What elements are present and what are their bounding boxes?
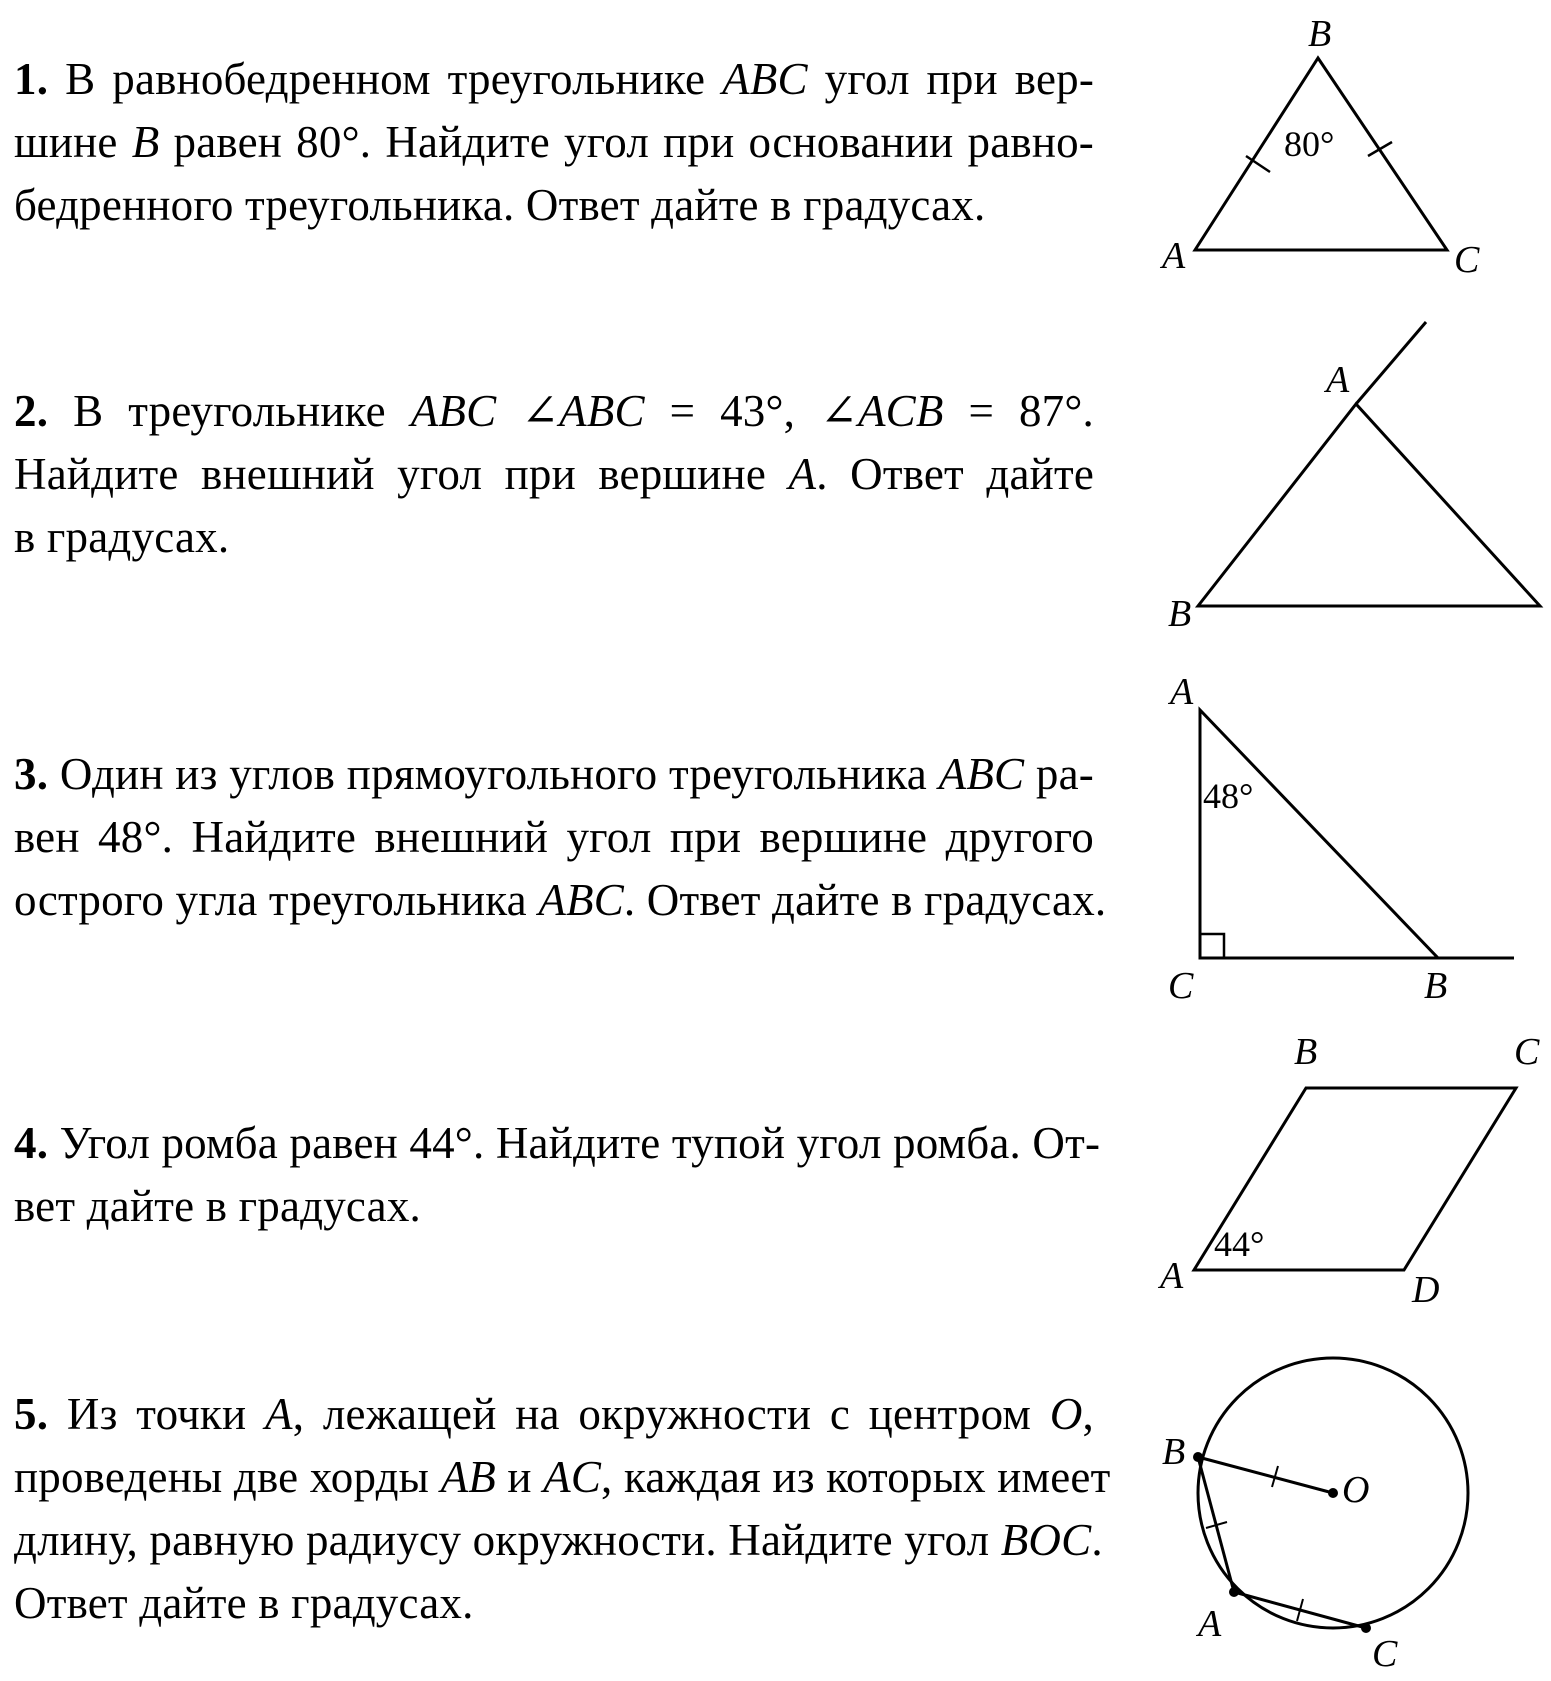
problem-5-line-2: проведены две хорды AB и AC, каждая из которых имеет bbox=[14, 1452, 1111, 1502]
label-c: C bbox=[1168, 965, 1194, 1007]
point-b bbox=[1193, 1452, 1203, 1462]
problem-2-number: 2. bbox=[14, 386, 49, 436]
label-b: B bbox=[1424, 965, 1448, 1007]
problem-5-line-1: 5. Из точки A, лежащей на окружности с центром O, bbox=[14, 1389, 1094, 1439]
triangle-abc bbox=[1200, 710, 1438, 958]
label-b: B bbox=[1294, 1031, 1318, 1073]
figure-3-right-triangle bbox=[1150, 671, 1530, 1010]
figure-1-isosceles-triangle bbox=[1150, 10, 1510, 290]
problem-4-line-1: 4. Угол ромба равен 44°. Найдите тупой угол ромба. От- bbox=[14, 1118, 1101, 1168]
label-a: A bbox=[1170, 671, 1194, 713]
triangle-abc bbox=[1198, 404, 1540, 606]
label-o: O bbox=[1342, 1469, 1370, 1511]
label-b: B bbox=[1308, 13, 1332, 55]
label-a: A bbox=[1160, 1255, 1184, 1297]
problem-3 bbox=[14, 743, 1107, 932]
problem-4 bbox=[14, 1112, 1101, 1238]
problem-1-line-2: шине B равен 80°. Найдите угол при основании равно- bbox=[14, 117, 1094, 167]
label-b: B bbox=[1168, 593, 1192, 635]
right-angle-marker bbox=[1200, 934, 1224, 958]
label-c: C bbox=[1372, 1633, 1398, 1675]
problem-2-line-1: 2. В треугольнике ABC ∠ABC = 43°, ∠ACB = 87°. bbox=[14, 386, 1094, 436]
label-b: B bbox=[1162, 1431, 1186, 1473]
problem-5-line-4: Ответ дайте в градусах. bbox=[14, 1578, 474, 1628]
problem-1-line-1: 1. В равнобедренном треугольнике ABC угол при вер- bbox=[14, 54, 1094, 104]
point-c bbox=[1361, 1623, 1371, 1633]
problem-5-line-3: длину, равную радиусу окружности. Найдите угол BOC. bbox=[14, 1515, 1103, 1565]
radius-bo bbox=[1198, 1457, 1333, 1493]
point-o bbox=[1328, 1488, 1338, 1498]
problem-4-number: 4. bbox=[14, 1118, 49, 1168]
angle-label-48: 48° bbox=[1203, 776, 1254, 816]
figure-5-circle-chords bbox=[1150, 1340, 1530, 1675]
problem-3-line-2: вен 48°. Найдите внешний угол при вершине другого bbox=[14, 812, 1094, 862]
label-c: C bbox=[1514, 1031, 1540, 1073]
label-a: A bbox=[1162, 235, 1186, 277]
figure-4-rhombus bbox=[1150, 1030, 1550, 1310]
angle-label-44: 44° bbox=[1214, 1224, 1265, 1264]
problem-5-number: 5. bbox=[14, 1389, 49, 1439]
extension-ray bbox=[1356, 322, 1426, 404]
angle-label-80: 80° bbox=[1284, 124, 1335, 164]
problem-3-line-1: 3. Один из углов прямоугольного треугольника ABC ра- bbox=[14, 749, 1094, 799]
problem-2 bbox=[14, 380, 1094, 569]
problem-3-number: 3. bbox=[14, 749, 49, 799]
point-a bbox=[1229, 1587, 1239, 1597]
label-d: D bbox=[1412, 1269, 1440, 1311]
problem-1-line-3: бедренного треугольника. Ответ дайте в градусах. bbox=[14, 180, 986, 230]
label-a: A bbox=[1326, 359, 1350, 401]
problem-5 bbox=[14, 1383, 1111, 1635]
problem-3-line-3: острого угла треугольника ABC. Ответ дайте в градусах. bbox=[14, 875, 1107, 925]
problem-1 bbox=[14, 48, 1094, 237]
figure-2-exterior-angle-triangle bbox=[1150, 310, 1545, 635]
label-c: C bbox=[1454, 239, 1480, 281]
problem-4-line-2: вет дайте в градусах. bbox=[14, 1181, 421, 1231]
tick-mark-bc bbox=[1368, 142, 1392, 156]
problem-2-line-2: Найдите внешний угол при вершине A. Ответ дайте bbox=[14, 449, 1094, 499]
problem-2-line-3: в градусах. bbox=[14, 512, 230, 562]
problem-1-number: 1. bbox=[14, 54, 49, 104]
label-a: A bbox=[1198, 1603, 1222, 1645]
